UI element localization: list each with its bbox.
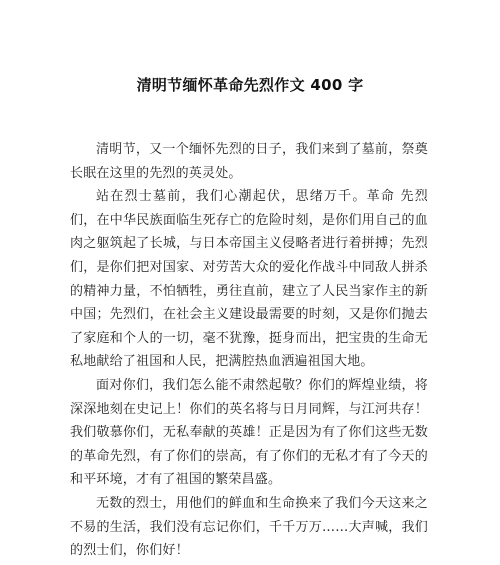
document-body: [70, 138, 428, 563]
paragraph-4: 无数的烈士，用他们的鲜血和生命换来了我们今天这来之不易的生活，我们没有忘记你们，千千万万……大声喊，我们的烈士们，你们好！: [70, 495, 428, 559]
paragraph-2: 站在烈士墓前，我们心潮起伏，思绪万千。革命 先烈们，在中华民族面临生死存亡的危险时刻，是你们用自己的血肉之躯筑起了长城，与日本帝国主义侵略者进行着拼搏；先烈们，是你们把对国家、对劳苦大众的爱化作战斗中同敌人拼杀的精神力量，不怕牺牲，勇往直前，建立了人民当家作主的新中国；先烈们，在社会主义建设最需要的时刻，又是你们抛去了家庭和个人的一切，毫不犹豫，挺身而出，把宝贵的生命无私地献给了祖国和人民，把满腔热血洒遍祖国大地。: [70, 189, 428, 370]
paragraph-3: 面对你们，我们怎么能不肃然起敬？你们的辉煌业绩，将深深地刻在史记上！你们的英名将与日月同辉，与江河共存！我们敬慕你们，无私奉献的英雄！正是因为有了你们这些无数的革命先烈，有了你们的崇高，有了你们的无私才有了今天的和平环境，才有了祖国的繁荣昌盛。: [70, 377, 428, 488]
paragraph-1: 清明节，又一个缅怀先烈的日子，我们来到了墓前，祭奠长眠在这里的先烈的英灵处。: [70, 142, 428, 181]
document-title: 清明节缅怀革命先烈作文 400 字: [136, 76, 364, 94]
